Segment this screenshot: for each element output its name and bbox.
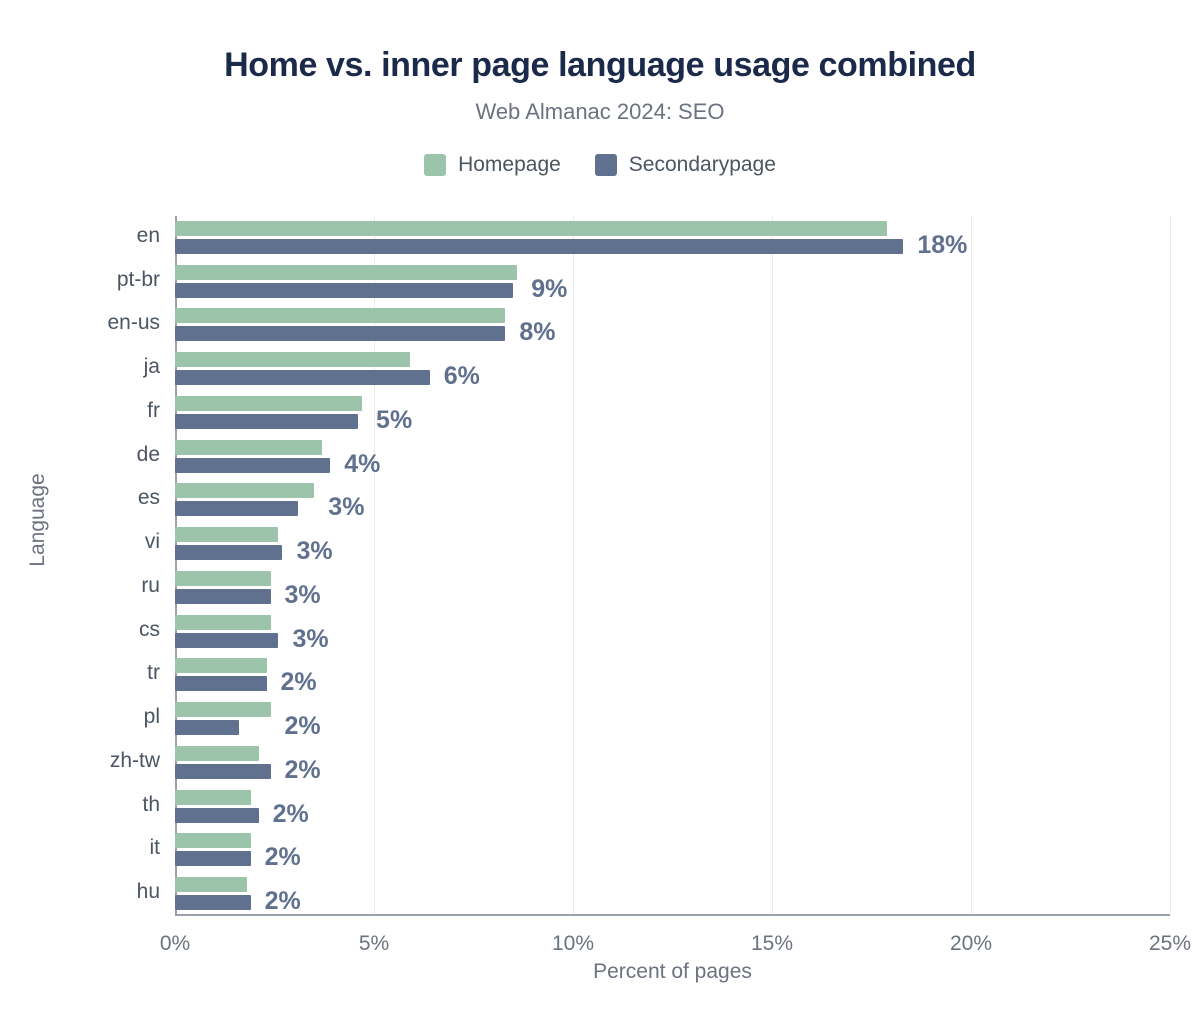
y-tick-label: tr (147, 661, 160, 685)
plot-box (107, 216, 1192, 955)
bar-secondarypage[interactable] (175, 283, 513, 298)
legend-item-homepage[interactable] (424, 153, 561, 177)
bar-value-label: 3% (292, 624, 329, 653)
bar-row (143, 347, 1170, 391)
bar-secondarypage[interactable] (175, 326, 505, 341)
bar-secondarypage[interactable] (175, 414, 358, 429)
y-tick-label: th (142, 792, 160, 816)
bar-row (144, 522, 1170, 566)
bar-value-label: 3% (284, 580, 321, 609)
y-tick-label: es (137, 486, 160, 510)
bar-homepage[interactable] (175, 877, 247, 892)
bar-homepage[interactable] (175, 527, 278, 542)
bar-value-label: 6% (443, 362, 480, 391)
bar-row (116, 260, 1170, 304)
y-tick-label: vi (144, 530, 160, 554)
y-axis-label: Language (26, 473, 49, 567)
bar-secondarypage[interactable] (175, 895, 251, 910)
bar-homepage[interactable] (175, 396, 362, 411)
y-tick-label: en (136, 223, 160, 247)
bar-value-label: 3% (328, 493, 365, 522)
bar-value-label: 2% (264, 843, 301, 872)
bar-homepage[interactable] (175, 571, 271, 586)
bar-secondarypage[interactable] (175, 239, 903, 254)
bar-row (141, 566, 1170, 610)
y-tick-label: en-us (107, 311, 160, 335)
bar-secondarypage[interactable] (175, 633, 278, 648)
bar-value-label: 9% (531, 274, 568, 303)
bar-value-label: 2% (264, 887, 301, 916)
bar-secondarypage[interactable] (175, 458, 330, 473)
y-tick-label: fr (147, 398, 160, 422)
bar-secondarypage[interactable] (175, 589, 271, 604)
bar-secondarypage[interactable] (175, 676, 267, 691)
bar-secondarypage[interactable] (175, 545, 282, 560)
bar-homepage[interactable] (175, 790, 251, 805)
y-tick-label: it (149, 836, 160, 860)
bar-row (142, 785, 1170, 829)
bar-row (109, 741, 1170, 785)
bar-homepage[interactable] (175, 352, 410, 367)
bar-secondarypage[interactable] (175, 851, 251, 866)
x-tick-label: 10% (551, 932, 595, 955)
bar-value-label: 3% (296, 537, 333, 566)
bar-value-label: 2% (284, 755, 321, 784)
bar-secondarypage[interactable] (175, 370, 430, 385)
bar-row (149, 829, 1170, 873)
bar-homepage[interactable] (175, 746, 259, 761)
y-tick-label: pt-br (116, 267, 160, 291)
bar-row (139, 610, 1170, 654)
x-axis-label: Percent of pages (593, 960, 752, 983)
y-tick-label: de (136, 442, 160, 466)
bar-secondarypage[interactable] (175, 808, 259, 823)
legend-swatch-homepage (424, 154, 446, 176)
bar-value-label: 2% (280, 668, 317, 697)
legend-item-secondarypage[interactable] (595, 153, 776, 177)
bar-row (143, 697, 1170, 741)
bar-secondarypage[interactable] (175, 501, 298, 516)
plot-area (0, 208, 1200, 983)
chart-subtitle: Web Almanac 2024: SEO (475, 99, 725, 124)
bar-value-label: 5% (376, 405, 413, 434)
chart-title: Home vs. inner page language usage combined (224, 46, 976, 84)
y-tick-label: cs (139, 617, 160, 641)
bar-homepage[interactable] (175, 440, 322, 455)
y-tick-label: hu (136, 880, 160, 904)
bar-row (136, 216, 1170, 260)
bar-value-label: 8% (519, 318, 556, 347)
bar-homepage[interactable] (175, 483, 314, 498)
x-tick-label: 15% (750, 932, 794, 955)
bar-row (107, 304, 1170, 348)
bar-homepage[interactable] (175, 615, 271, 630)
x-tick-label: 20% (949, 932, 993, 955)
bar-row (147, 654, 1170, 698)
bar-secondarypage[interactable] (175, 720, 239, 735)
x-tick-label: 25% (1148, 932, 1192, 955)
bar-value-label: 18% (917, 230, 968, 259)
bar-value-label: 4% (344, 449, 381, 478)
bar-row (137, 479, 1170, 523)
bar-homepage[interactable] (175, 308, 505, 323)
bar-row (136, 435, 1170, 479)
bar-rows (107, 216, 1170, 916)
x-tick-label: 0% (159, 932, 191, 955)
bar-value-label: 2% (272, 799, 309, 828)
bar-row (147, 391, 1170, 435)
legend-label-secondarypage: Secondarypage (628, 153, 776, 176)
bar-homepage[interactable] (175, 221, 887, 236)
y-tick-label: zh-tw (109, 748, 160, 772)
y-tick-label: pl (143, 705, 160, 729)
bar-homepage[interactable] (175, 265, 517, 280)
bar-homepage[interactable] (175, 833, 251, 848)
x-tick-label: 5% (358, 932, 390, 955)
legend-swatch-secondarypage (595, 154, 617, 176)
y-tick-label: ru (141, 573, 160, 597)
bar-row (136, 872, 1170, 916)
bar-homepage[interactable] (175, 702, 271, 717)
bar-secondarypage[interactable] (175, 764, 271, 779)
y-tick-label: ja (143, 355, 160, 379)
bar-value-label: 2% (284, 712, 321, 741)
gridline (1170, 216, 1171, 916)
bar-homepage[interactable] (175, 658, 267, 673)
chart-legend (0, 153, 1200, 177)
legend-label-homepage: Homepage (458, 153, 561, 176)
